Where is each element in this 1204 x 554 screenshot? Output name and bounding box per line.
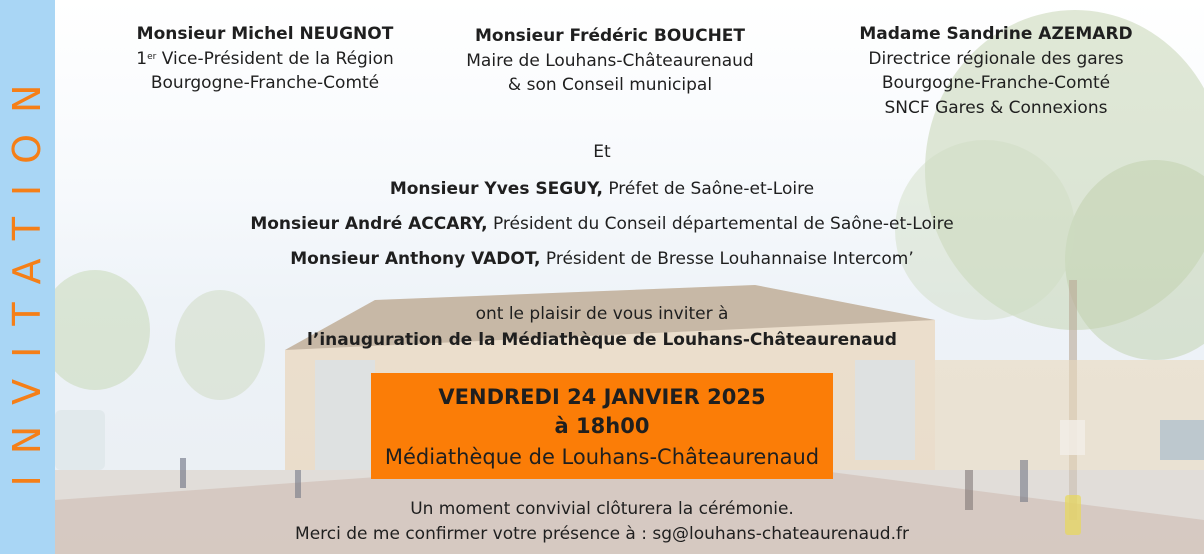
guest-seguy: [55, 179, 1149, 199]
host-council: & son Conseil municipal: [507, 75, 713, 95]
footer-line-1: Un moment convivial clôturera la cérémonie.: [410, 499, 794, 519]
host-company: SNCF Gares & Connexions: [884, 97, 1108, 118]
host-name: Monsieur Frédéric BOUCHET: [474, 26, 746, 46]
guest-title: Président de Bresse Louhannaise Intercom’: [540, 249, 914, 269]
guest-accary: [55, 214, 1149, 234]
guest-name: Monsieur Yves SEGUY,: [389, 179, 603, 199]
host-title: Directrice régionale des gares: [868, 48, 1124, 69]
host-bouchet: [435, 24, 785, 98]
guest-name: Monsieur André ACCARY,: [250, 214, 488, 234]
invitation-label: INVITATION: [5, 63, 49, 487]
host-title-text: Vice-Président de la Région: [156, 48, 394, 69]
et-separator: Et: [593, 142, 611, 162]
event-time: à 18h00: [554, 414, 650, 438]
invitation-content: [55, 0, 1204, 554]
host-name: Madame Sandrine AZEMARD: [859, 24, 1133, 44]
invite-line: ont le plaisir de vous inviter à: [475, 304, 729, 324]
event-date: VENDREDI 24 JANVIER 2025: [438, 385, 766, 409]
host-region: Bourgogne-Franche-Comté: [881, 73, 1111, 93]
event-place: Médiathèque de Louhans-Châteaurenaud: [384, 445, 820, 469]
side-band: [0, 0, 55, 554]
guest-title: Préfet de Saône-et-Loire: [602, 179, 815, 199]
guest-vadot: [55, 249, 1149, 269]
host-neugnot: [90, 22, 440, 96]
host-title: Maire de Louhans-Châteaurenaud: [466, 50, 754, 71]
host-azemard: [821, 22, 1171, 120]
host-title: [90, 47, 440, 72]
footer-rsvp: Merci de me confirmer votre présence à : sg@louhans-chateaurenaud.fr: [295, 524, 909, 544]
guest-name: Monsieur Anthony VADOT,: [290, 249, 541, 269]
host-title-sup: er: [147, 51, 157, 62]
host-name: Monsieur Michel NEUGNOT: [136, 24, 394, 44]
event-title: l’inauguration de la Médiathèque de Louhans-Châteaurenaud: [307, 330, 897, 350]
host-title-num: 1: [136, 48, 148, 69]
guest-title: Président du Conseil départemental de Saône-et-Loire: [487, 214, 954, 234]
host-region: Bourgogne-Franche-Comté: [150, 73, 380, 93]
event-box: [371, 373, 833, 479]
